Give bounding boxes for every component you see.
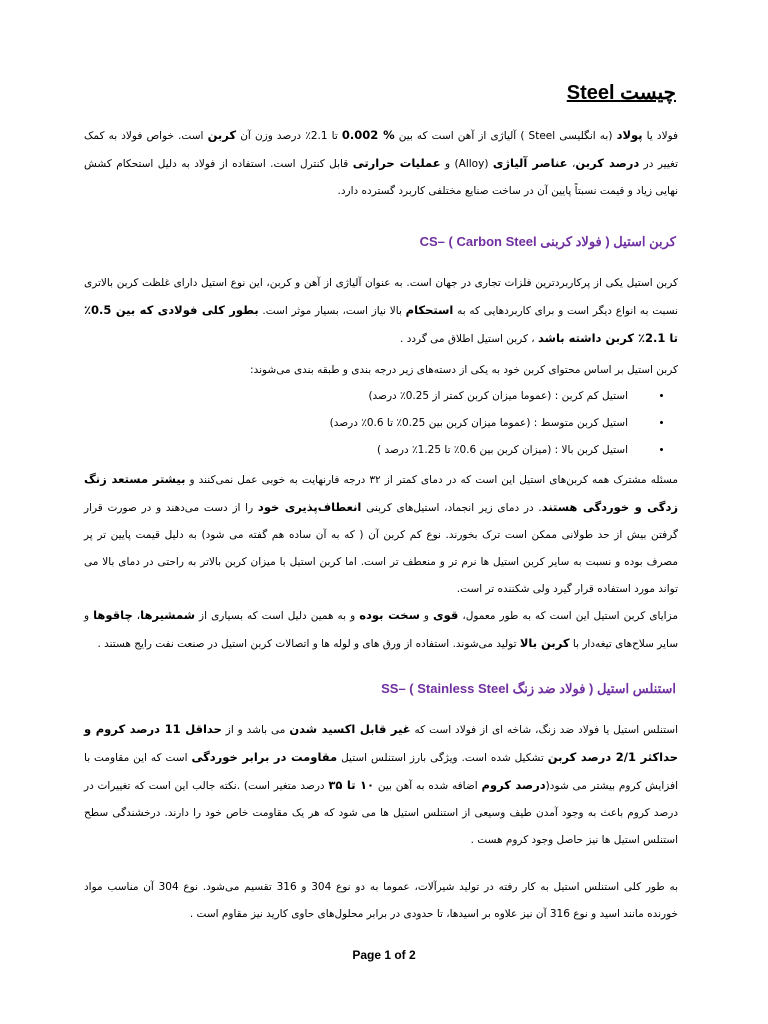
intro-paragraph (84, 122, 678, 205)
carbon-grade-list (84, 383, 668, 464)
bold-text: بیشتر مستعد زنگ زدگی و خوردگی هستند (84, 472, 678, 514)
classification-intro: کربن استیل بر اساس محتوای کربن خود به یکی از دسته‌های زیر درجه بندی و طبقه بندی می‌شوند: (250, 364, 678, 376)
text: (Alloy) و (440, 158, 493, 170)
bold-text: کربن (207, 128, 237, 142)
text: و (419, 610, 434, 622)
text: و به همین دلیل است که بسیاری از (195, 610, 360, 622)
list-item: • استیل کربن متوسط : (عموما میزان کربن بین 0.25٪ تا 0.6٪ درصد) (84, 410, 650, 437)
bold-text: ۱۰ تا ۳۵ (328, 778, 375, 792)
list-item: • استیل کربن بالا : (میزان کربن بین 0.6٪ تا 1.25٪ درصد ) (84, 437, 650, 464)
text: تولید می‌شوند. استفاده از ورق های و لوله ها و اتصالات کربن استیل در صنعت نفت رایج هستند . (97, 638, 520, 650)
text: تا 2.1٪ درصد وزن آن (236, 130, 342, 142)
bold-text: مقاومت در برابر خوردگی (191, 750, 338, 764)
text: مسئله مشترک همه کربن‌های استیل این است که در دمای کمتر از ۳۲ درجه فارنهایت به خوبی عمل نمی‌کنند و (185, 474, 678, 486)
text: را از دست می‌دهند و در صورت قرار گرفتن بیش از حد طولانی ممکن است ترک بخورند. نوع کم کربن آن ( که به آن ساده هم گفته می شود) به دلیل قیمت پایین تر پر مصرف بوده و نسبت به سایر کربن استیل ها نرم تر و منعطف تر است. اما کربن استیل با میزان کربن بالاتر به راحتی در دمای بالا می تواند مورد استفاده قرار گیرد ولی شکننده تر است. (84, 502, 678, 595)
text: و سایر سلاح‌های تیغه‌دار با (84, 610, 678, 650)
text: است. خواص فولاد به کمک تغییر در (84, 130, 678, 170)
text: استنلس استیل یا فولاد ضد زنگ، شاخه ای از فولاد است که (410, 724, 678, 736)
bold-text: % 0.002 (341, 128, 395, 142)
bold-text: شمشیرها (140, 608, 196, 622)
text: کربن استیل یکی از پرکاربردترین فلزات تجاری در جهان است. به عنوان آلیاژی از آهن و کربن، این نوع استیل دارای غلظت کربن بالاتری نسبت به انواع دیگر است و برای کاربردهایی که به (84, 277, 679, 317)
bold-text: استحکام (405, 303, 454, 317)
bold-text: درصد کروم (481, 778, 546, 792)
text: (به انگلیسی Steel ) آلیاژی از آهن است که بین (394, 130, 617, 142)
text: مزایای کربن استیل این است که به طور معمول، (458, 610, 678, 622)
bold-text: انعطاف‌پذیری خود (257, 500, 362, 514)
bold-text: پولاد (616, 128, 643, 142)
stainless-types-paragraph: به طور کلی استنلس استیل به کار رفته در تولید شیرآلات، عموما به دو نوع 304 و 316 تقسیم می‌شود. نوع 304 آن مناسب مواد خورنده مانند اسید و نوع 316 آن نیز علاوه بر اسیدها، تا حدودی در برابر محلول‌های حاوی کارید نیز مقاوم است . (84, 881, 679, 920)
text: درصد متغیر است) .نکته جالب این است که تغییرات در درصد کروم باعث به وجود آمدن طیف وسیعی از استنلس استیل ها می شود که هر یک مقاومت خاص خود را دارند. درخشندگی سطح استنلس استیل ها نیز حاصل وجود کروم هست . (84, 780, 678, 846)
bold-text: غیر قابل اکسید شدن (289, 722, 411, 736)
bold-text: بطور کلی فولادی که بین 0.5٪ تا 2.1٪ کربن داشته باشد (84, 303, 678, 345)
section-heading-stainless-steel: استنلس استیل ( فولاد ضد زنگ Stainless Steel ) –SS (381, 681, 676, 696)
bold-text: سخت بوده (359, 608, 420, 622)
text: ، (132, 610, 141, 622)
bold-text: عملیات حرارتی (352, 156, 441, 170)
carbon-steel-paragraph (84, 270, 678, 353)
bold-text: عناصر آلیاژی (492, 156, 568, 170)
text: فولاد یا (642, 130, 679, 142)
list-item: • استیل کم کربن : (عموما میزان کربن کمتر از 0.25٪ درصد) (84, 383, 650, 410)
carbon-steel-advantages-paragraph (84, 602, 678, 658)
bold-text: چاقوها (93, 608, 133, 622)
text: قابل کنترل است. استفاده از فولاد به دلیل استحکام کشش نهایی زیاد و قیمت نسبتاً پایین آن در ساخت صنایع مختلفی کاربرد گسترده دارد. (84, 158, 678, 197)
text: ، (567, 158, 576, 170)
section-heading-carbon-steel: کربن استیل ( فولاد کربنی Carbon Steel ) –CS (419, 234, 676, 249)
bold-text: حداقل 11 درصد کروم و حداکثر 2/1 درصد کربن (84, 722, 678, 764)
page-number: Page 1 of 2 (352, 948, 416, 962)
text: است که این مقاومت با افزایش کروم بیشتر می شود( (84, 752, 679, 792)
bold-text: قوی (433, 608, 459, 622)
text: اضافه شده به آهن بین (374, 780, 482, 792)
text: بالا نیاز است، بسیار موثر است. (258, 305, 406, 317)
text: می باشد و از (221, 724, 290, 736)
text: . در دمای زیر انجماد، استیل‌های کربنی (361, 502, 542, 514)
bold-text: درصد کربن (575, 156, 640, 170)
stainless-steel-paragraph (84, 716, 678, 854)
page-title: Steel چیست (566, 82, 676, 104)
carbon-steel-problems-paragraph (84, 466, 678, 603)
bold-text: کربن بالا (519, 636, 570, 650)
text: تشکیل شده است. ویژگی بارز استنلس استیل (337, 752, 548, 764)
text: ، کربن استیل اطلاق می گردد . (400, 333, 539, 345)
